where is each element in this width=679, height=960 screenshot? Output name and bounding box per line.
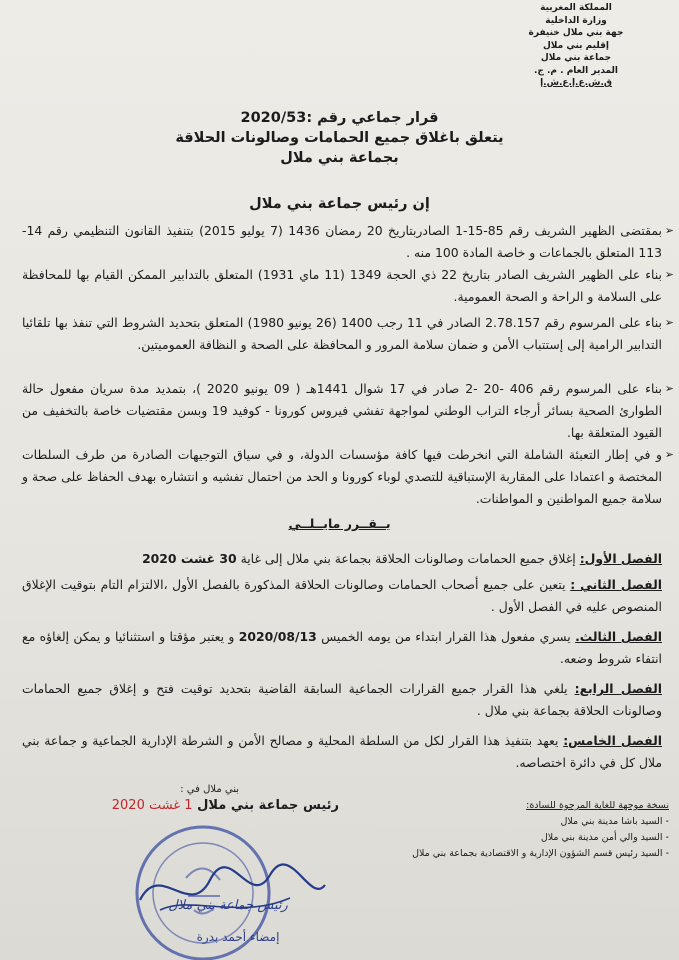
decides-heading: يــقــرر مايــلــي [288, 516, 391, 531]
preamble-text: بناء على المرسوم رقم 406 -20 -2 صادر في 17 شوال 1441هـ ( 09 يونيو 2020 )، بتمديد مدة سريان مفعول حالة الطوارئ الصحية بسائر أرجاء التراب الوطني لمواجهة تفشي فيروس كورونا - كوفيد 19 وبسن مقتضيات خاصة بالتخفيف من القيود المتعلقة بها. [22, 381, 663, 440]
decision-number: قرار جماعي رقم :2020/53 [240, 110, 439, 126]
letterhead [481, 2, 671, 90]
letterhead-line: وزارة الداخلية [545, 15, 607, 26]
letterhead-line: المملكة المغربية [540, 3, 612, 13]
article-label: الفصل الأول: [579, 551, 662, 566]
letterhead-line: إقليم بني ملال [542, 40, 610, 51]
article-text: إغلاق جميع الحمامات وصالونات الحلاقة بجماعة بني ملال إلى غاية [240, 551, 576, 566]
article-label: الفصل الثاني : [570, 577, 662, 592]
preamble-item [22, 264, 674, 308]
letterhead-line: ق.ش.ع.إ.ع.ش.إ [540, 78, 612, 88]
letterhead-line: المدير العام . م. ج. [533, 65, 619, 76]
handwritten-date: 1 غشت 2020 [111, 798, 193, 813]
decision-subject: يتعلق باغلاق جميع الحمامات وصالونات الحلاقة [175, 130, 504, 146]
preamble-text: و في إطار التعبئة الشاملة التي انخرطت فيها كافة مؤسسات الدولة، و في سياق التوجيهات الصادرة من طرف السلطات المختصة و اعتمادا على المقاربة الإستباقية للتصدي لوباء كورونا و الحد من احتمال تفشيه و انتشاره بهدف الحفاظ على صحة و سلامة جميع المواطنين و المواطنات. [22, 447, 662, 506]
copies-item: - السيد رئيس قسم الشؤون الإدارية و الاقتصادية بجماعة بني ملال [412, 848, 669, 859]
article-2 [22, 574, 662, 618]
bullet-icon: ➢ [664, 224, 674, 237]
bullet-icon: ➢ [664, 268, 674, 281]
article-5 [22, 730, 662, 774]
article-label: الفصل الثالث. [575, 629, 662, 644]
handwritten-signature-icon [120, 850, 340, 930]
article-text: يعهد بتنفيذ هذا القرار لكل من السلطة المحلية و مصالح الأمن و الشرطة الإدارية الجماعية و جماعة بني ملال كل في دائرة اختصاصه. [22, 733, 662, 770]
decision-subject-location: بجماعة بني ملال [280, 150, 399, 166]
preamble-item [22, 312, 674, 356]
article-4 [22, 678, 662, 722]
article-effective-date: 2020/08/13 [238, 629, 317, 644]
stamp-title: رئيس جماعة بني ملال [168, 898, 288, 913]
stamp-signatory-name: إمضاء أحمد بدرة [196, 930, 280, 944]
copies-item: - السيد والي أمن مدينة بني ملال [540, 832, 669, 843]
preamble-text: بناء على الظهير الشريف الصادر بتاريخ 22 ذي الحجة 1349 (11 ماي 1931) المتعلق بالتدابير الممكن القيام بها للمحافظة على السلامة و الراحة و الصحة العمومية. [22, 267, 662, 304]
article-text: يلغي هذا القرار جميع القرارات الجماعية السابقة القاضية بتحديد توقيت فتح و إغلاق جميع الحمامات وصالونات الحلاقة بجماعة بني ملال . [22, 681, 662, 718]
signature-place: بني ملال في : [180, 784, 239, 795]
article-label: الفصل الخامس: [563, 733, 662, 748]
article-deadline: 30 غشت 2020 [142, 551, 237, 566]
bullet-icon: ➢ [664, 382, 674, 395]
article-3 [22, 626, 662, 670]
article-text: يسري مفعول هذا القرار ابتداء من يومه الخميس [321, 629, 571, 644]
preamble-text: بناء على المرسوم رقم 2.78.157 الصادر في 11 رجب 1400 (26 يونيو 1980) المتعلق بتحديد الشروط التي تنفذ بها تلقائيا التدابير الرامية إلى إستتباب الأمن و ضمان سلامة المرور و المحافظة على الصحة و النظافة العموميتين. [22, 315, 662, 352]
preamble-item [22, 220, 674, 264]
article-1 [22, 548, 662, 570]
article-text: يتعين على جميع أصحاب الحمامات وصالونات الحلاقة المذكورة بالفصل الأول ،الالتزام التام بتوقيت الإغلاق المنصوص عليه في الفصل الأول . [22, 577, 662, 614]
copies-list [399, 798, 669, 862]
signature-line [112, 798, 339, 813]
signatory-title: رئيس جماعة بني ملال [197, 798, 339, 813]
preamble-text: بمقتضى الظهير الشريف رقم 85-15-1 الصادربتاريخ 20 رمضان 1436 (7 يوليو 2015) بتنفيذ القانون التنظيمي رقم 14-113 المتعلق بالجماعات و خاصة المادة 100 منه . [22, 223, 662, 260]
decision-title [0, 108, 679, 168]
preamble-item [22, 444, 674, 510]
copies-item: - السيد باشا مدينة بني ملال [560, 816, 669, 827]
article-label: الفصل الرابع: [574, 681, 662, 696]
bullet-icon: ➢ [664, 316, 674, 329]
letterhead-line: جهة بني ملال خنيفرة [528, 28, 624, 38]
letterhead-line: جماعة بني ملال [540, 53, 612, 63]
bullet-icon: ➢ [664, 448, 674, 461]
copies-heading: نسخة موجهة للغاية المرجوة للسادة: [526, 800, 669, 811]
preamble-item [22, 378, 674, 444]
article-text-continued: و يعتبر مؤقتا و استثنائيا و يمكن إلغاؤه مع انتفاء شروط وضعه. [22, 629, 662, 666]
president-heading: إن رئيس جماعة بني ملال [249, 196, 430, 212]
